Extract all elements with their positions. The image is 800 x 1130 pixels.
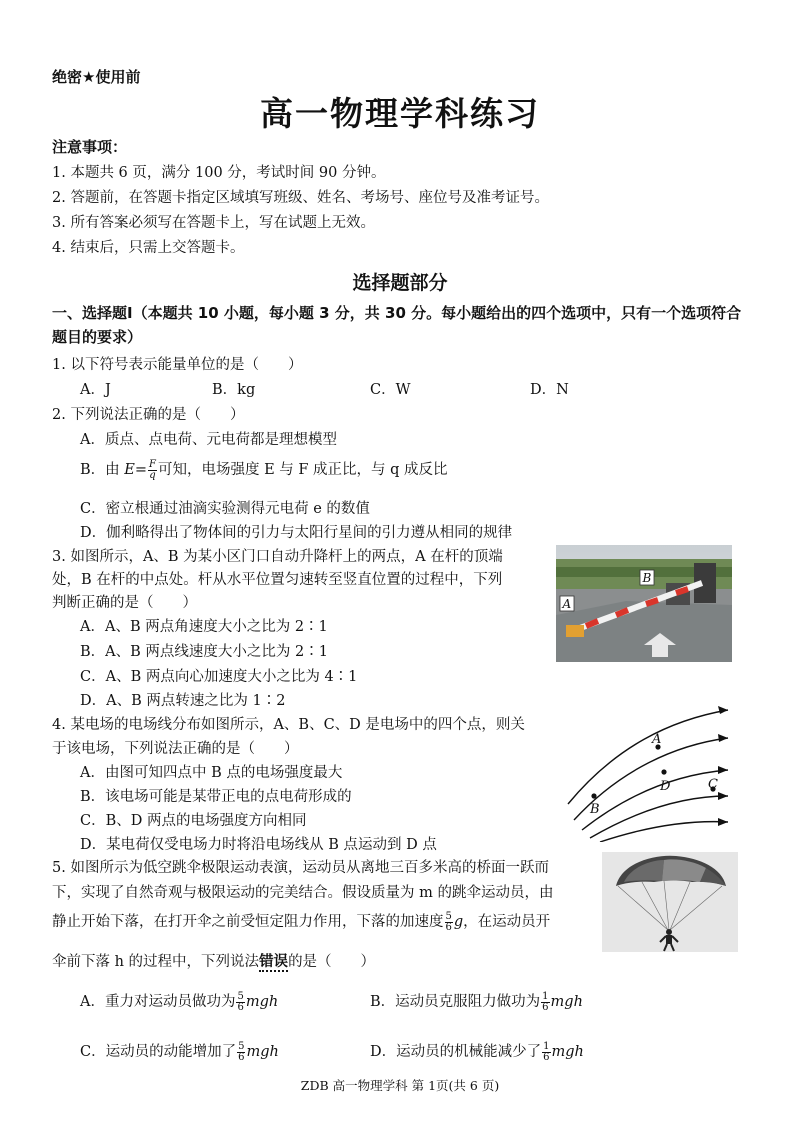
q5-stem-3-prefix: 静止开始下落，在打开伞之前受恒定阻力作用，下落的加速度 — [52, 914, 444, 930]
q5-option-b-text: B．运动员克服阻力做功为 — [370, 994, 541, 1010]
q2-option-b-equals: = — [134, 462, 148, 478]
q5-option-a-fraction — [236, 992, 244, 1013]
label-c: C — [708, 777, 718, 792]
q2-stem: 2. 下列说法正确的是（ ） — [52, 407, 245, 423]
q1-stem: 1. 以下符号表示能量单位的是（ ） — [52, 357, 303, 373]
q1-option-a: A．J — [80, 382, 111, 398]
field-arrowhead — [718, 818, 728, 826]
q5-option-d — [370, 1040, 584, 1063]
q1-option-d: D．N — [530, 382, 569, 398]
q5-option-d-text: D．运动员的机械能减少了 — [370, 1044, 542, 1060]
notice-heading: 注意事项： — [52, 138, 128, 156]
q2-option-b-suffix: 可知，电场强度 E 与 F 成正比，与 q 成反比 — [157, 462, 448, 478]
q5-stem-line-4 — [52, 950, 375, 971]
q5-option-b — [370, 990, 583, 1013]
gate-label-a: A — [562, 597, 572, 611]
fraction-numerator: 5 — [238, 1040, 245, 1052]
q4-option-b: B．该电场可能是某带正电的点电荷形成的 — [80, 789, 352, 805]
q4-stem-line-1: 4. 某电场的电场线分布如图所示，A、B、C、D 是电场中的四个点，则关 — [52, 717, 525, 733]
point-d — [661, 769, 666, 774]
part-heading: 一、选择题Ⅰ（本题共 10 小题，每小题 3 分，共 30 分。每小题给出的四个选项中，只有一个选项符合题目的要求） — [52, 304, 742, 346]
fraction-denominator: 6 — [445, 921, 452, 933]
point-b — [591, 793, 596, 798]
notice-item-1: 1. 本题共 6 页，满分 100 分，考试时间 90 分钟。 — [52, 165, 386, 181]
q2-option-b-fraction — [148, 460, 157, 481]
q3-option-b: B．A、B 两点线速度大小之比为 2∶1 — [80, 644, 328, 660]
q5-option-a-mgh: mgh — [245, 994, 279, 1010]
electric-field-diagram — [560, 692, 738, 842]
q5-stem-line-1: 5. 如图所示为低空跳伞极限运动表演，运动员从离地三百多米高的桥面一跃而 — [52, 860, 549, 876]
q5-option-c-mgh: mgh — [246, 1044, 279, 1060]
q2-option-b-symbol-e: E — [124, 462, 135, 478]
fraction-denominator: 6 — [237, 1001, 244, 1013]
field-arrowhead — [718, 792, 728, 800]
q5-stem-4-prefix: 伞前下落 h 的过程中，下列说法 — [52, 954, 260, 970]
q5-option-a-text: A．重力对运动员做功为 — [80, 994, 236, 1010]
q5-stem-fraction — [445, 912, 453, 933]
q2-option-d: D．伽利略得出了物体间的引力与太阳行星间的引力遵从相同的规律 — [80, 525, 513, 541]
notice-item-3: 3. 所有答案必须写在答题卡上，写在试题上无效。 — [52, 215, 375, 231]
fraction-denominator: 6 — [238, 1051, 245, 1063]
gate-label-b: B — [642, 571, 652, 585]
q5-option-d-mgh: mgh — [551, 1044, 584, 1060]
notice-item-2: 2. 答题前，在答题卡指定区域填写班级、姓名、考场号、座位号及准考证号。 — [52, 190, 549, 206]
confidential-mark: 绝密★使用前 — [52, 68, 141, 86]
fraction-denominator: 6 — [542, 1001, 549, 1013]
field-arrowhead — [718, 706, 728, 714]
page-title: 高一物理学科练习 — [260, 94, 540, 133]
q3-stem-line-2: 处，B 在杆的中点处。杆从水平位置匀速转至竖直位置的过程中，下列 — [52, 572, 503, 588]
q5-stem-line-2: 下，实现了自然奇观与极限运动的完美结合。假设质量为 m 的跳伞运动员，由 — [52, 885, 554, 901]
q4-option-a: A．由图可知四点中 B 点的电场强度最大 — [80, 765, 343, 781]
q5-option-d-fraction — [542, 1042, 550, 1063]
parachute-photo — [602, 852, 738, 952]
q5-stem-3-suffix: ，在运动员开 — [463, 914, 551, 930]
fraction-numerator: 1 — [542, 990, 549, 1002]
q5-option-c-text: C．运动员的动能增加了 — [80, 1044, 237, 1060]
fraction-numerator: 1 — [543, 1040, 550, 1052]
fraction-numerator: 5 — [237, 990, 244, 1002]
q3-option-c: C．A、B 两点向心加速度大小之比为 4∶1 — [80, 669, 358, 685]
q5-option-c — [80, 1040, 279, 1063]
fraction-numerator: F — [149, 458, 156, 470]
q5-option-b-fraction — [541, 992, 549, 1013]
label-a: A — [652, 732, 662, 747]
q4-option-c: C．B、D 两点的电场强度方向相同 — [80, 813, 307, 829]
field-arrowhead — [718, 766, 728, 774]
q3-stem-line-3: 判断正确的是（ ） — [52, 595, 197, 611]
q5-stem-emphasis: 错误 — [259, 953, 289, 970]
label-d: D — [660, 779, 671, 794]
q5-stem-symbol-g: g — [453, 914, 464, 930]
q4-option-d: D．某电荷仅受电场力时将沿电场线从 B 点运动到 D 点 — [80, 837, 437, 853]
q5-option-a — [80, 990, 278, 1013]
fraction-numerator: 5 — [445, 910, 452, 922]
q2-option-b — [80, 458, 448, 481]
notice-item-4: 4. 结束后，只需上交答题卡。 — [52, 240, 245, 256]
q1-option-b: B．kg — [212, 382, 256, 398]
q5-stem-4-suffix: 的是（ ） — [288, 954, 376, 970]
q2-option-b-prefix: B．由 — [80, 462, 120, 478]
q2-option-c: C．密立根通过油滴实验测得元电荷 e 的数值 — [80, 501, 370, 517]
q3-option-a: A．A、B 两点角速度大小之比为 2∶1 — [80, 619, 328, 635]
q5-stem-line-3 — [52, 910, 550, 933]
field-arrowhead — [718, 734, 728, 742]
label-b: B — [590, 802, 600, 817]
page-footer: ZDB 高一物理学科 第 1页(共 6 页) — [300, 1078, 500, 1093]
q5-option-c-fraction — [237, 1042, 245, 1063]
section-title: 选择题部分 — [352, 272, 448, 294]
q5-option-b-mgh: mgh — [550, 994, 583, 1010]
q3-option-d: D．A、B 两点转速之比为 1∶2 — [80, 693, 286, 709]
barrier-gate-photo — [556, 545, 732, 662]
q1-option-c: C．W — [370, 382, 411, 398]
fraction-denominator: 6 — [543, 1051, 550, 1063]
q2-option-a: A．质点、点电荷、元电荷都是理想模型 — [80, 432, 337, 448]
fraction-denominator: q — [149, 469, 156, 481]
q3-stem-line-1: 3. 如图所示，A、B 为某小区门口自动升降杆上的两点，A 在杆的顶端 — [52, 549, 503, 565]
q4-stem-line-2: 于该电场，下列说法正确的是（ ） — [52, 741, 299, 757]
